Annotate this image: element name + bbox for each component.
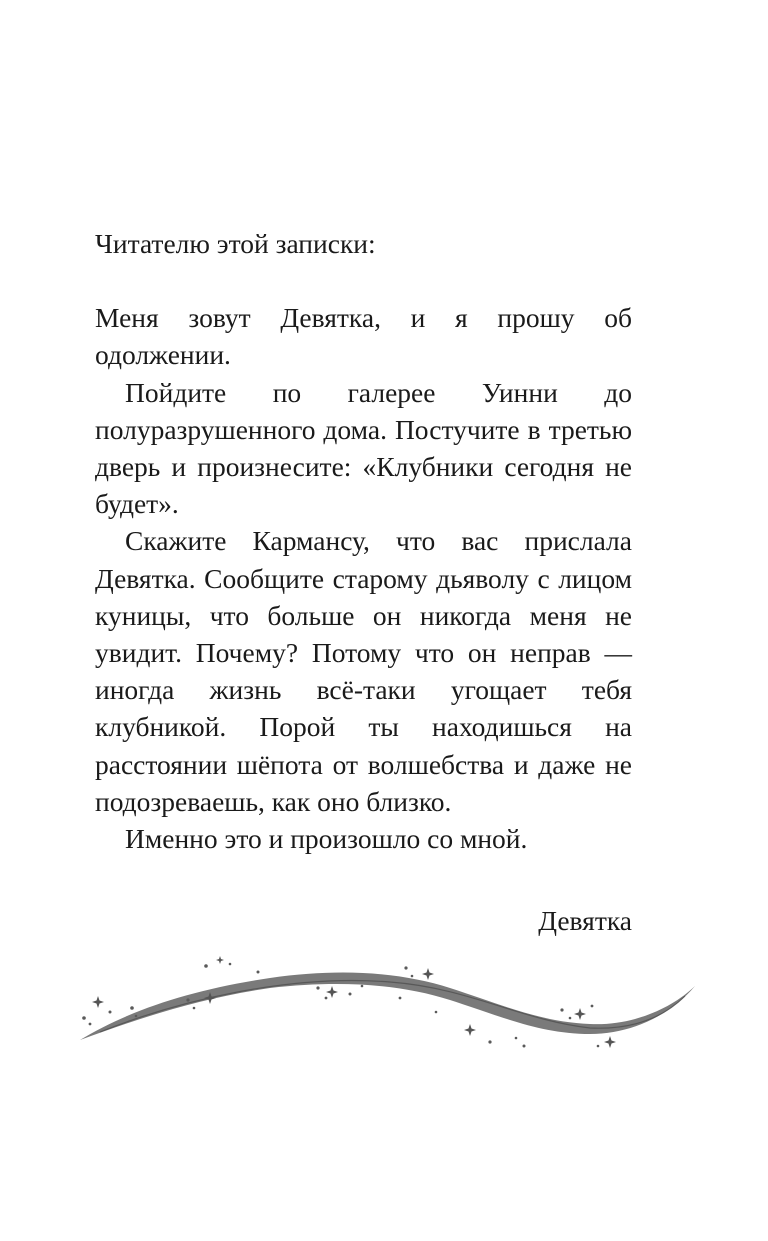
star-icon xyxy=(326,986,338,998)
star-icon xyxy=(422,968,434,980)
star-icon xyxy=(464,1024,476,1036)
note-paragraph-1: Меня зовут Девятка, и я прошу об одолжении. xyxy=(95,302,632,371)
star-icon xyxy=(574,1008,586,1020)
star-icon xyxy=(92,996,104,1008)
note-paragraph-4: Именно это и произошло со мной. xyxy=(125,823,528,855)
star-icon xyxy=(604,1036,616,1048)
wave-stroke xyxy=(80,973,695,1040)
star-icon xyxy=(216,956,224,964)
note-paragraph-3: Скажите Кармансу, что вас прислала Девятка. Сообщите старому дьяволу с лицом куницы, что больше он никогда меня не увидит. Почему? Потому что он неправ — иногда жизнь всё-таки угощает тебя клубникой. Порой ты находишься на расстоянии шёпота от волшебства и даже не подозреваешь, как оно близко. xyxy=(95,525,632,817)
note-text xyxy=(95,225,632,857)
sparkle-wave-ornament xyxy=(70,950,700,1060)
note-salutation: Читателю этой записки: xyxy=(95,228,376,259)
note-signature: Девятка xyxy=(538,905,632,936)
note-paragraph-2: Пойдите по галерее Уинни до полуразрушенного дома. Постучите в третью дверь и произнесите: «Клубники сегодня не будет». xyxy=(95,376,632,520)
